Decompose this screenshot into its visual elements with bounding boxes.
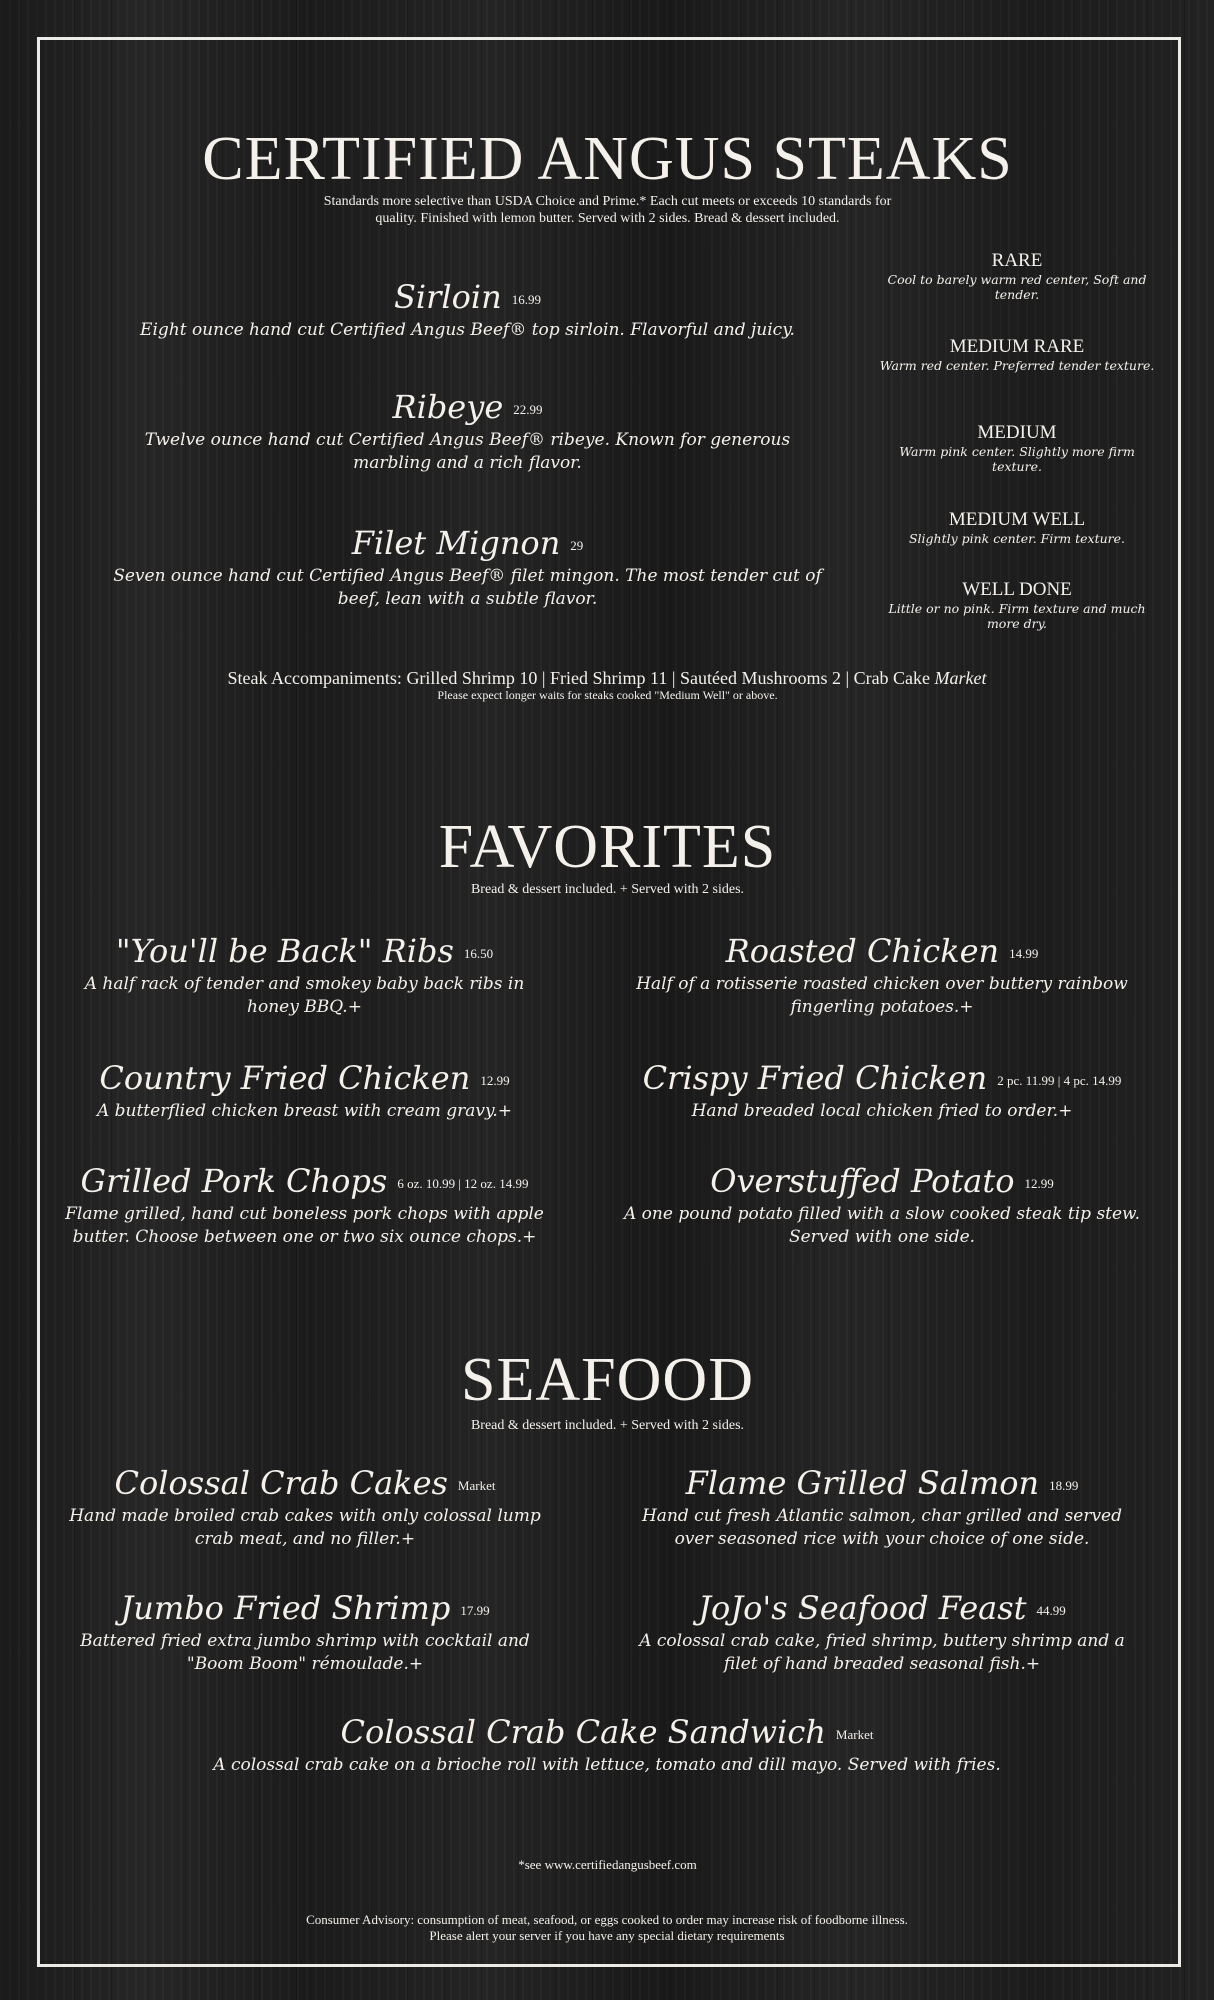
accompaniments-market: Market: [934, 668, 987, 688]
steaks-subtitle-line1: Standards more selective than USDA Choice and Prime.* Each cut meets or exceeds 10 standards for: [323, 194, 892, 209]
item-name: "You'll be Back" Ribs 16.50: [115, 932, 494, 970]
item-price: 29: [570, 537, 584, 553]
seafood-subtitle: Bread & dessert included. + Served with 2 sides.: [470, 1418, 745, 1433]
accompaniments-list: Grilled Shrimp 10 | Fried Shrimp 11 | Sautéed Mushrooms 2 | Crab Cake: [406, 668, 931, 688]
doneness-medium: [876, 422, 1158, 474]
item-price: 22.99: [513, 401, 543, 417]
item-price: 16.50: [463, 945, 494, 961]
doneness-rare: [876, 250, 1158, 302]
item-price: 14.99: [1009, 945, 1039, 961]
doneness-medium-well: [876, 509, 1158, 546]
item-name: Filet Mignon 29: [351, 524, 584, 562]
steak-item-filet-mignon: [95, 524, 840, 611]
item-price: 17.99: [460, 1602, 490, 1618]
seafood-item-jojos-seafood-feast: [622, 1589, 1142, 1676]
doneness-description: Slightly pink center. Firm texture.: [908, 531, 1126, 546]
favorite-item-grilled-pork-chops: [52, 1162, 557, 1249]
doneness-medium-rare: [876, 336, 1158, 373]
item-price: 18.99: [1049, 1477, 1079, 1493]
item-description: A one pound potato filled with a slow cooked steak tip stew. Served with one side.: [623, 1203, 1140, 1247]
steaks-title: CERTIFIED ANGUS STEAKS: [202, 125, 1013, 193]
item-price: 12.99: [480, 1072, 510, 1088]
item-name: Roasted Chicken 14.99: [725, 932, 1039, 970]
seafood-item-colossal-crab-cakes: [55, 1464, 555, 1551]
item-name: Flame Grilled Salmon 18.99: [685, 1464, 1079, 1502]
footer-advisory-line2: Please alert your server if you have any special dietary requirements: [429, 1928, 785, 1943]
doneness-description: Cool to barely warm red center, Soft and tender.: [887, 272, 1147, 302]
item-description: Hand made broiled crab cakes with only colossal lump crab meat, and no filler.+: [69, 1505, 541, 1549]
item-price: Market: [835, 1726, 874, 1742]
seafood-item-jumbo-fried-shrimp: [55, 1589, 555, 1676]
item-name: Country Fried Chicken 12.99: [99, 1059, 510, 1097]
item-name: Overstuffed Potato 12.99: [710, 1162, 1054, 1200]
item-name: Ribeye 22.99: [392, 388, 543, 426]
doneness-description: Little or no pink. Firm texture and much more dry.: [888, 601, 1146, 631]
doneness-name: WELL DONE: [962, 579, 1072, 600]
steak-wait-note: Please expect longer waits for steaks cooked "Medium Well" or above.: [437, 688, 778, 702]
doneness-name: RARE: [991, 250, 1043, 271]
item-price: Market: [457, 1477, 496, 1493]
item-description: A colossal crab cake on a brioche roll with lettuce, tomato and dill mayo. Served with fries.: [213, 1754, 1001, 1775]
doneness-name: MEDIUM RARE: [949, 336, 1085, 357]
favorite-item-roasted-chicken: [622, 932, 1142, 1019]
seafood-title: SEAFOOD: [461, 1346, 754, 1414]
item-description: Eight ounce hand cut Certified Angus Beef® top sirloin. Flavorful and juicy.: [140, 319, 795, 340]
favorite-item-overstuffed-potato: [622, 1162, 1142, 1249]
item-price: 12.99: [1024, 1175, 1054, 1191]
item-name: Colossal Crab Cakes Market: [114, 1464, 496, 1502]
item-name: Crispy Fried Chicken 2 pc. 11.99 | 4 pc. 14.99: [642, 1059, 1122, 1097]
item-description: Twelve ounce hand cut Certified Angus Beef® ribeye. Known for generous marbling and a rich flavor.: [144, 429, 791, 473]
steak-item-ribeye: [105, 388, 830, 475]
item-price: 44.99: [1036, 1602, 1066, 1618]
item-price: 16.99: [511, 291, 542, 307]
item-name: JoJo's Seafood Feast 44.99: [698, 1589, 1066, 1627]
footer-advisory-line1: Consumer Advisory: consumption of meat, seafood, or eggs cooked to order may increase risk of foodborne illness.: [306, 1912, 908, 1927]
doneness-description: Warm red center. Preferred tender texture.: [879, 358, 1155, 373]
item-name: Grilled Pork Chops 6 oz. 10.99 | 12 oz. 14.99: [80, 1162, 529, 1200]
seafood-item-flame-grilled-salmon: [622, 1464, 1142, 1551]
accompaniments-label: Steak Accompaniments:: [227, 668, 402, 688]
item-name: Sirloin 16.99: [393, 278, 542, 316]
doneness-name: MEDIUM: [977, 422, 1057, 443]
item-description: A colossal crab cake, fried shrimp, buttery shrimp and a filet of hand breaded seasonal fish.+: [639, 1630, 1125, 1674]
item-description: Battered fried extra jumbo shrimp with cocktail and "Boom Boom" rémoulade.+: [80, 1630, 530, 1674]
favorite-item-country-fried-chicken: [62, 1059, 547, 1123]
item-price: 6 oz. 10.99 | 12 oz. 14.99: [397, 1175, 529, 1191]
item-price: 2 pc. 11.99 | 4 pc. 14.99: [997, 1072, 1122, 1088]
steaks-subtitle-line2: quality. Finished with lemon butter. Served with 2 sides. Bread & dessert included.: [375, 211, 840, 226]
steak-item-sirloin: [95, 278, 840, 342]
item-name: Jumbo Fried Shrimp 17.99: [120, 1589, 490, 1627]
favorites-subtitle: Bread & dessert included. + Served with 2 sides.: [470, 882, 745, 897]
favorites-title: FAVORITES: [438, 813, 777, 881]
item-name: Colossal Crab Cake Sandwich Market: [340, 1713, 874, 1751]
doneness-name: MEDIUM WELL: [948, 509, 1086, 530]
item-description: A half rack of tender and smokey baby back ribs in honey BBQ.+: [84, 973, 525, 1017]
item-description: Hand breaded local chicken fried to order.+: [691, 1100, 1073, 1121]
steak-accompaniments: [60, 667, 1154, 689]
seafood-item-crab-cake-sandwich: [200, 1713, 1014, 1777]
doneness-description: Warm pink center. Slightly more firm texture.: [899, 444, 1135, 474]
item-description: A butterflied chicken breast with cream gravy.+: [96, 1100, 513, 1121]
item-description: Half of a rotisserie roasted chicken over buttery rainbow fingerling potatoes.+: [636, 973, 1128, 1017]
item-description: Seven ounce hand cut Certified Angus Beef® filet mingon. The most tender cut of beef, lean with a subtle flavor.: [113, 565, 822, 609]
footer-website: *see www.certifiedangusbeef.com: [518, 1857, 697, 1872]
favorite-item-ribs: [62, 932, 547, 1019]
doneness-well-done: [876, 579, 1158, 631]
item-description: Flame grilled, hand cut boneless pork chops with apple butter. Choose between one or two six ounce chops.+: [65, 1203, 544, 1247]
item-description: Hand cut fresh Atlantic salmon, char grilled and served over seasoned rice with your choice of one side.: [641, 1505, 1123, 1549]
favorite-item-crispy-fried-chicken: [622, 1059, 1142, 1123]
